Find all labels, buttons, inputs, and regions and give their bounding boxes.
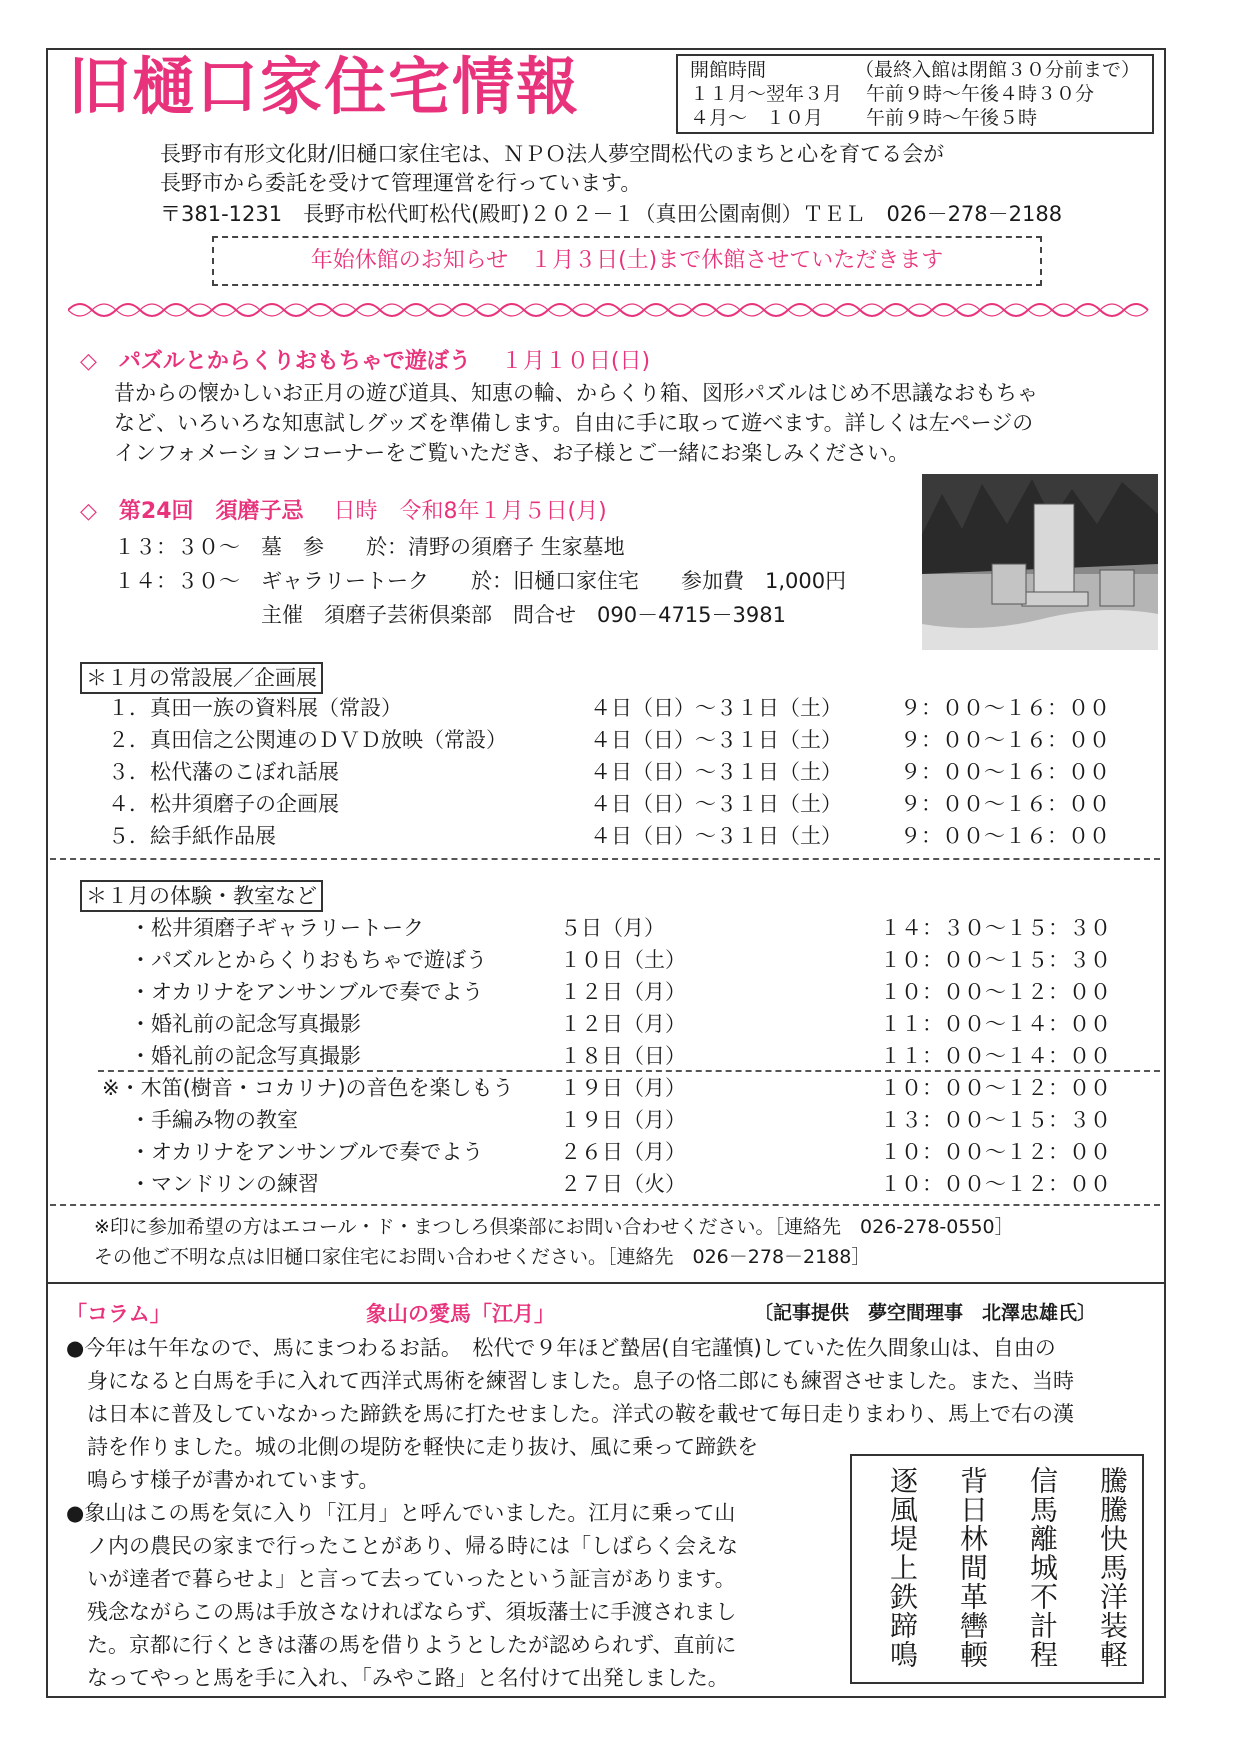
grave-photo	[922, 474, 1158, 650]
section-divider	[50, 858, 1160, 860]
class-name: ・婚礼前の記念写真撮影	[130, 1012, 361, 1036]
classes-label: ＊１月の体験・教室など	[80, 880, 323, 912]
class-row	[80, 1136, 1160, 1168]
exhibit-name: ４．松井須磨子の企画展	[108, 792, 339, 816]
exhibit-dates: ４日（日）～３１日（土）	[590, 760, 842, 784]
exhibit-time: ９：００～１６：００	[900, 696, 1110, 720]
column-line: 鳴らす様子が書かれています。	[66, 1468, 380, 1492]
class-name: ・オカリナをアンサンブルで奏でよう	[130, 1140, 484, 1164]
exhibit-time: ９：００～１６：００	[900, 728, 1110, 752]
exhibit-time: ９：００～１６：００	[900, 760, 1110, 784]
class-date: １２日（月）	[560, 1012, 686, 1036]
class-time: １０：００～１５：３０	[880, 948, 1111, 972]
event-title: ◇ 第24回 須磨子忌	[80, 499, 304, 524]
class-date: ２７日（火）	[560, 1172, 686, 1196]
intro-text	[160, 140, 944, 198]
class-time: １０：００～１２：００	[880, 1140, 1111, 1164]
kanshi-poem-box	[850, 1454, 1144, 1684]
exhibit-row	[80, 788, 1160, 820]
class-date: １２日（月）	[560, 980, 686, 1004]
class-time: １０：００～１２：００	[880, 1076, 1111, 1100]
event-puzzle-body	[114, 378, 1038, 468]
body-line: など、いろいろな知恵試しグッズを準備します。自由に手に取って遊べます。詳しくは左ページの	[114, 411, 1034, 435]
column-title: 象山の愛馬「江月」	[366, 1302, 555, 1326]
exhibit-dates: ４日（日）～３１日（土）	[590, 824, 842, 848]
note-line: その他ご不明な点は旧樋口家住宅にお問い合わせください。［連絡先 026－278－2188］	[94, 1246, 871, 1268]
column-line: ●今年は午年なので、馬にまつわるお話。 松代で９年ほど蟄居(自宅謹慎)していた佐久間象山は、自由の	[66, 1336, 1056, 1360]
body-line: 昔からの懐かしいお正月の遊び道具、知恵の輪、からくり箱、図形パズルはじめ不思議なおもちゃ	[114, 381, 1038, 405]
class-time: １０：００～１２：００	[880, 980, 1111, 1004]
note-line: ※印に参加希望の方はエコール・ド・まつしろ倶楽部にお問い合わせください。［連絡先 026-278-0550］	[94, 1216, 1014, 1238]
class-row	[80, 1072, 1160, 1104]
column-line: 残念ながらこの馬は手放さなければならず、須坂藩士に手渡されまし	[66, 1600, 737, 1624]
class-name: ※・木笛(樹音・コカリナ)の音色を楽しもう	[102, 1076, 514, 1100]
exhibit-row	[80, 820, 1160, 852]
column-divider	[46, 1282, 1166, 1284]
hours-period: １１月～翌年３月	[690, 83, 843, 105]
contact-notes	[94, 1212, 1014, 1272]
event-title: ◇ パズルとからくりおもちゃで遊ぼう	[80, 349, 471, 374]
exhibit-name: ５．絵手紙作品展	[108, 824, 276, 848]
exhibit-name: ３．松代藩のこぼれ話展	[108, 760, 339, 784]
column-line: なってやっと馬を手に入れ、「みやこ路」と名付けて出発しました。	[66, 1666, 729, 1690]
column-line: 身になると白馬を手に入れて西洋式馬術を練習しました。息子の恪二郎にも練習させました。また、当時	[66, 1369, 1074, 1393]
row-divider	[98, 1070, 1160, 1072]
class-name: ・パズルとからくりおもちゃで遊ぼう	[130, 948, 487, 972]
column-label: 「コラム」	[66, 1302, 171, 1326]
class-row	[80, 1104, 1160, 1136]
class-row	[80, 944, 1160, 976]
class-row	[80, 1168, 1160, 1200]
class-name: ・松井須磨子ギャラリートーク	[130, 916, 424, 940]
address: 〒381-1231 長野市松代町松代(殿町)２０２－１（真田公園南側）ＴＥＬ 026－278－2188	[160, 202, 1063, 226]
exhibit-name: １．真田一族の資料展（常設）	[108, 696, 402, 720]
class-time: １４：３０～１５：３０	[880, 916, 1111, 940]
exhibit-row	[80, 756, 1160, 788]
column-paragraph-2	[66, 1497, 738, 1695]
column-line: ●象山はこの馬を気に入り「江月」と呼んでいました。江月に乗って山	[66, 1501, 736, 1525]
exhibit-dates: ４日（日）～３１日（土）	[590, 696, 842, 720]
intro-line: 長野市から委託を受けて管理運営を行っています。	[160, 171, 642, 195]
body-line: １４：３０～ ギャラリートーク 於：旧樋口家住宅 参加費 1,000円	[114, 569, 847, 593]
hours-note: （最終入館は閉館３０分前まで）	[854, 59, 1140, 81]
column-credit: 〔記事提供 夢空間理事 北澤忠雄氏〕	[754, 1302, 1097, 1324]
column-line: は日本に普及していなかった蹄鉄を馬に打たせました。洋式の鞍を載せて毎日走りまわり、馬上で右の漢	[66, 1402, 1074, 1426]
class-row	[80, 976, 1160, 1008]
class-date: １０日（土）	[560, 948, 686, 972]
body-line: インフォメーションコーナーをご覧いただき、お子様とご一緒にお楽しみください。	[114, 441, 910, 465]
body-line: １３：３０～ 墓 参 於：清野の須磨子 生家墓地	[114, 535, 625, 559]
exhibit-row	[80, 692, 1160, 724]
body-line: 主催 須磨子芸術倶楽部 問合せ 090－4715－3981	[114, 603, 786, 627]
class-time: １０：００～１２：００	[880, 1172, 1111, 1196]
exhibit-time: ９：００～１６：００	[900, 824, 1110, 848]
class-date: ２６日（月）	[560, 1140, 686, 1164]
event-puzzle-heading	[80, 344, 650, 375]
event-date: 日時 令和8年１月５日(月)	[333, 499, 607, 524]
ornament-divider	[68, 296, 1158, 324]
closure-notice: 年始休館のお知らせ １月３日(土)まで休館させていただきます	[212, 236, 1042, 286]
class-time: １１：００～１４：００	[880, 1044, 1111, 1068]
event-date: １月１０日(日)	[500, 349, 651, 374]
class-row	[80, 1040, 1160, 1072]
class-row	[80, 912, 1160, 944]
exhibit-row	[80, 724, 1160, 756]
exhibit-dates: ４日（日）～３１日（土）	[590, 728, 842, 752]
column-line: ノ内の農民の家まで行ったことがあり、帰る時には「しばらく会えな	[66, 1534, 738, 1558]
intro-line: 長野市有形文化財/旧樋口家住宅は、ＮＰＯ法人夢空間松代のまちと心を育てる会が	[160, 142, 945, 166]
hours-time: 午前９時～午後５時	[866, 107, 1038, 129]
exhibit-name: ２．真田信之公関連のＤＶＤ放映（常設）	[108, 728, 507, 752]
event-sumako-heading	[80, 494, 607, 525]
class-name: ・婚礼前の記念写真撮影	[130, 1044, 361, 1068]
exhibits-label: ＊１月の常設展／企画展	[80, 662, 323, 694]
exhibit-dates: ４日（日）～３１日（土）	[590, 792, 842, 816]
poem-line: 騰騰快馬洋装軽	[1096, 1466, 1129, 1669]
class-date: ５日（月）	[560, 916, 665, 940]
class-date: １８日（日）	[560, 1044, 686, 1068]
opening-hours-box	[676, 54, 1154, 134]
exhibit-time: ９：００～１６：００	[900, 792, 1110, 816]
hours-label: 開館時間	[690, 59, 767, 81]
hours-time: 午前９時～午後４時３０分	[866, 83, 1095, 105]
poem-line: 逐風堤上鉄蹄鳴	[886, 1466, 919, 1669]
section-divider	[50, 1204, 1160, 1206]
event-sumako-body	[114, 530, 846, 632]
column-line: いが達者で暮らせよ」と言って去っていったという証言があります。	[66, 1567, 736, 1591]
class-time: １１：００～１４：００	[880, 1012, 1111, 1036]
class-row	[80, 1008, 1160, 1040]
column-line: た。京都に行くときは藩の馬を借りようとしたが認められず、直前に	[66, 1633, 737, 1657]
class-date: １９日（月）	[560, 1076, 686, 1100]
classes-table	[80, 912, 1160, 1200]
class-time: １３：００～１５：３０	[880, 1108, 1111, 1132]
poem-line: 信馬離城不計程	[1026, 1466, 1059, 1669]
poem-line: 背日林間革轡輭	[956, 1466, 989, 1669]
exhibits-table	[80, 692, 1160, 852]
class-name: ・マンドリンの練習	[130, 1172, 319, 1196]
page-title: 旧樋口家住宅情報	[68, 50, 581, 123]
class-name: ・オカリナをアンサンブルで奏でよう	[130, 980, 484, 1004]
hours-period: ４月～ １０月	[690, 107, 824, 129]
class-date: １９日（月）	[560, 1108, 686, 1132]
column-line: 詩を作りました。城の北側の堤防を軽快に走り抜け、風に乗って蹄鉄を	[66, 1435, 759, 1459]
class-name: ・手編み物の教室	[130, 1108, 298, 1132]
